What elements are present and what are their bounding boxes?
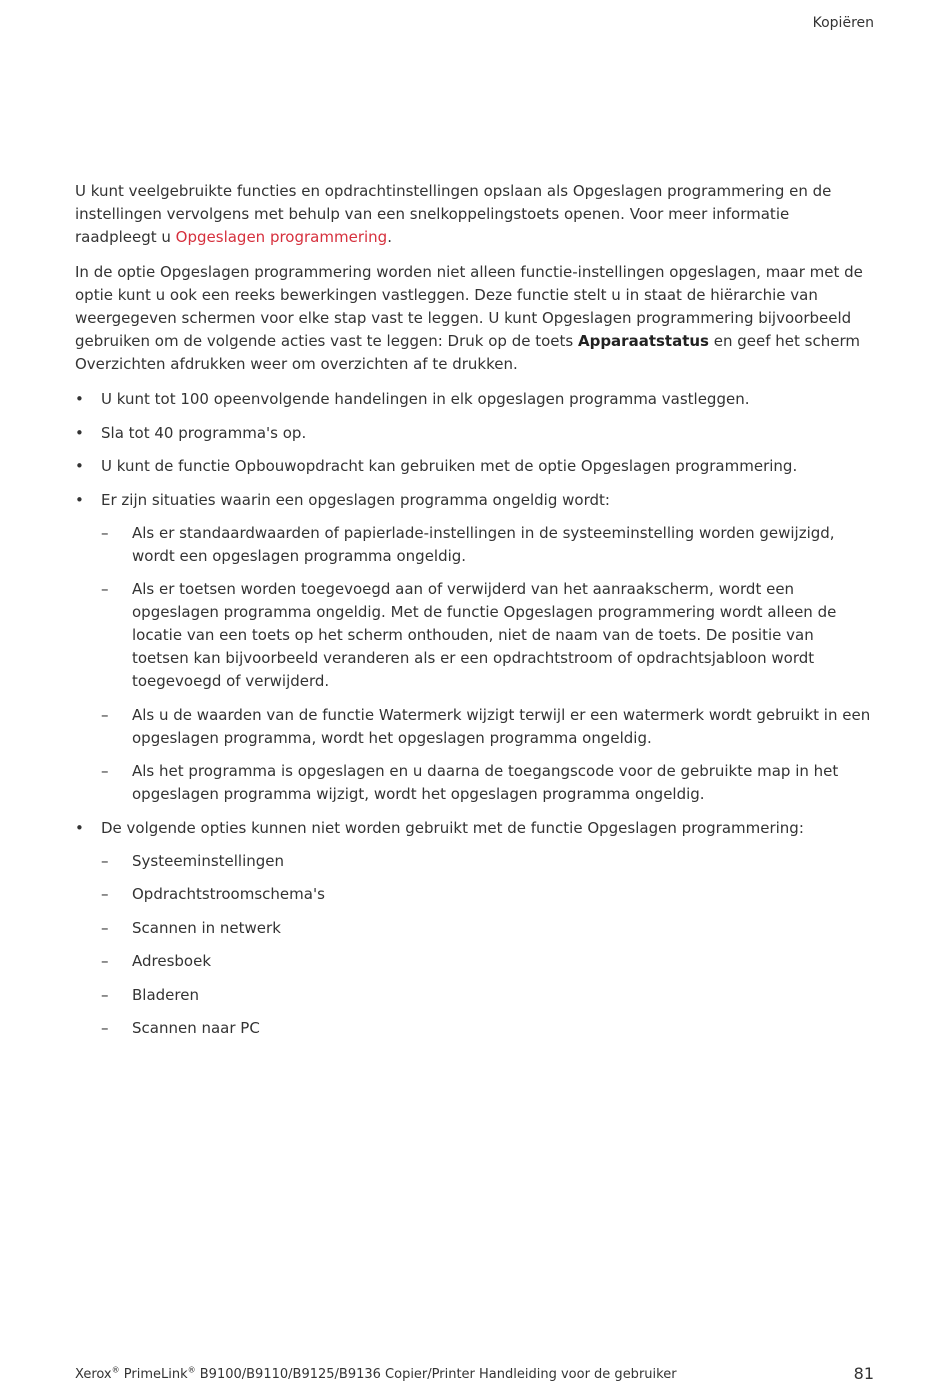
dash-marker: – bbox=[101, 762, 109, 780]
dash-text: Als er standaardwaarden of papierlade-instellingen in de systeeminstelling worden gewijzigd, wordt een opgeslagen programma ongeldig. bbox=[132, 523, 835, 565]
dash-marker: – bbox=[101, 952, 109, 970]
dash-marker: – bbox=[101, 1019, 109, 1037]
intro-p2-end: en geef het scherm Overzichten afdrukken weer om overzichten af te drukken. bbox=[75, 332, 860, 373]
dash-item bbox=[101, 522, 875, 568]
bullet-text: U kunt tot 100 opeenvolgende handelingen in elk opgeslagen programma vastleggen. bbox=[101, 390, 750, 408]
bullet-text: Er zijn situaties waarin een opgeslagen programma ongeldig wordt: bbox=[101, 490, 610, 509]
dash-item bbox=[101, 850, 875, 873]
bullet-item bbox=[75, 455, 875, 478]
dash-text: Scannen naar PC bbox=[132, 1019, 260, 1037]
excluded-options-list bbox=[101, 850, 875, 1041]
bullet-marker: • bbox=[75, 390, 84, 408]
footer-document-title bbox=[75, 1366, 677, 1383]
footer-product: PrimeLink bbox=[119, 1367, 188, 1382]
dash-item bbox=[101, 883, 875, 906]
bullet-text: De volgende opties kunnen niet worden gebruikt met de functie Opgeslagen programmering: bbox=[101, 818, 804, 837]
dash-marker: – bbox=[101, 705, 109, 724]
dash-item bbox=[101, 704, 875, 750]
dash-marker: – bbox=[101, 851, 109, 870]
intro-p1-text: U kunt veelgebruikte functies en opdrachtinstellingen opslaan als Opgeslagen programmering en de instellingen vervolgens met behulp van een snelkoppelingstoets openen. Voor meer informatie raadpleegt u bbox=[75, 182, 832, 246]
dash-text: Scannen in netwerk bbox=[132, 918, 281, 937]
dash-marker: – bbox=[101, 523, 109, 542]
bullet-item bbox=[75, 817, 875, 1041]
dash-item bbox=[101, 917, 875, 940]
dash-item bbox=[101, 578, 875, 693]
footer-brand: Xerox bbox=[75, 1367, 112, 1382]
dash-item bbox=[101, 760, 875, 806]
bullet-item bbox=[75, 489, 875, 807]
dash-marker: – bbox=[101, 580, 109, 598]
page-number: 81 bbox=[853, 1364, 874, 1383]
dash-text: Opdrachtstroomschema's bbox=[132, 885, 325, 903]
dash-text: Adresboek bbox=[132, 952, 212, 970]
dash-item bbox=[101, 984, 875, 1007]
bullet-marker: • bbox=[75, 490, 84, 509]
invalid-situations-list bbox=[101, 522, 875, 807]
dash-item bbox=[101, 1017, 875, 1040]
feature-bullet-list bbox=[75, 388, 875, 1040]
bullet-text: Sla tot 40 programma's op. bbox=[101, 423, 307, 442]
running-header-section: Kopiëren bbox=[812, 15, 874, 31]
bullet-item bbox=[75, 388, 875, 411]
bullet-marker: • bbox=[75, 818, 84, 837]
footer-registered-mark: ® bbox=[187, 1365, 196, 1375]
footer-registered-mark: ® bbox=[111, 1365, 120, 1375]
dash-text: Als u de waarden van de functie Watermerk wijzigt terwijl er een watermerk wordt gebruikt in een opgeslagen programma, wordt het opgeslagen programma ongeldig. bbox=[132, 705, 871, 747]
intro-paragraph-1 bbox=[75, 180, 875, 249]
dash-text: Systeeminstellingen bbox=[132, 851, 285, 870]
dash-text: Bladeren bbox=[132, 985, 199, 1004]
bullet-marker: • bbox=[75, 423, 84, 442]
bullet-item bbox=[75, 422, 875, 445]
dash-text: Als het programma is opgeslagen en u daarna de toegangscode voor de gebruikte map in het opgeslagen programma wijzigt, wordt het opgeslagen programma ongeldig. bbox=[132, 762, 839, 803]
dash-text: Als er toetsen worden toegevoegd aan of verwijderd van het aanraakscherm, wordt een opgeslagen programma ongeldig. Met de functie Opgeslagen programmering wordt alleen de locatie van een toets op het scherm onthouden, niet de naam van de toets. De positie van toetsen kan bijvoorbeeld veranderen als er een opdrachtstroom of opdrachtsjabloon wordt toegevoegd of verwijderd. bbox=[132, 580, 837, 690]
intro-p2-text: In de optie Opgeslagen programmering worden niet alleen functie-instellingen opgeslagen, maar met de optie kunt u ook een reeks bewerkingen vastleggen. Deze functie stelt u in staat de hiërarchie van weergegeven schermen voor elke stap vast te leggen. U kunt Opgeslagen programmering bijvoorbeeld gebruiken om de volgende acties vast te leggen: Druk op de toets bbox=[75, 263, 863, 350]
dash-marker: – bbox=[101, 985, 109, 1004]
saved-programming-link[interactable]: Opgeslagen programmering bbox=[175, 228, 388, 246]
intro-paragraph-2 bbox=[75, 261, 875, 376]
dash-marker: – bbox=[101, 918, 109, 937]
footer-model: B9100/B9110/B9125/B9136 Copier/Printer Handleiding voor de gebruiker bbox=[195, 1367, 677, 1382]
dash-marker: – bbox=[101, 885, 109, 903]
machine-status-key: Apparaatstatus bbox=[577, 332, 709, 350]
intro-p1-end: . bbox=[387, 228, 392, 246]
dash-item bbox=[101, 950, 875, 973]
bullet-marker: • bbox=[75, 457, 84, 475]
page-content bbox=[75, 180, 875, 1051]
bullet-text: U kunt de functie Opbouwopdracht kan gebruiken met de optie Opgeslagen programmering. bbox=[101, 457, 798, 475]
